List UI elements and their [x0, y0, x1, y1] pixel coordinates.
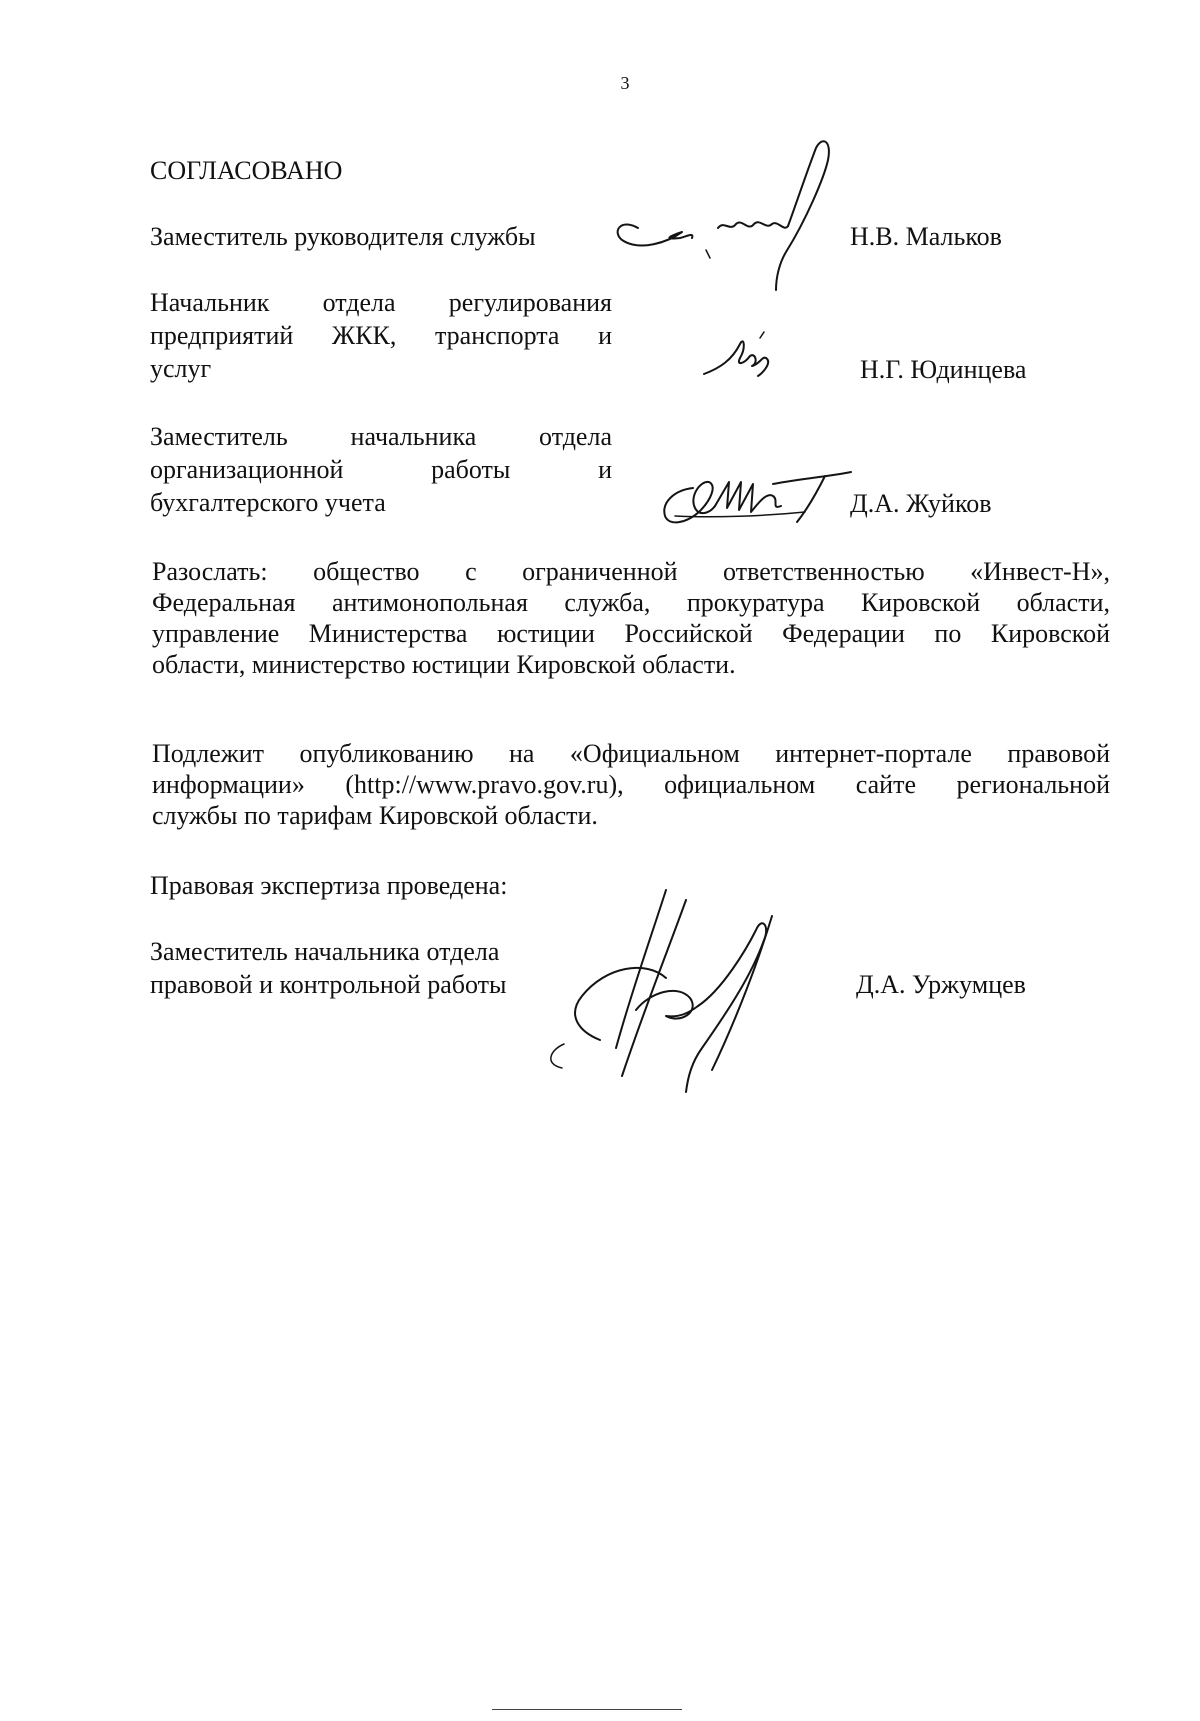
publication-line-1: Подлежит опубликованию на «Официальном интернет-портале правовой: [152, 739, 1110, 768]
signature-yudintseva: [700, 330, 790, 390]
signature-urzhumtsev: [540, 880, 860, 1100]
approval-heading: СОГЛАСОВАНО: [150, 156, 343, 185]
signatory-3-position-line-1: Заместитель начальника отдела: [150, 422, 612, 451]
publication-line-3: службы по тарифам Кировской области.: [152, 801, 598, 830]
legal-review-statement: Правовая экспертиза проведена:: [150, 871, 508, 900]
signatory-1-name: Н.В. Мальков: [850, 222, 1002, 251]
publication-line-2: информации» (http://www.pravo.gov.ru), официальном сайте региональной: [152, 770, 1110, 799]
distribution-list: [152, 556, 1110, 680]
footer-rule: [492, 1709, 682, 1710]
legal-review-name: Д.А. Уржумцев: [856, 970, 1026, 999]
signature-zhuikov: [655, 462, 875, 542]
signatory-2-name: Н.Г. Юдинцева: [860, 355, 1027, 384]
publication-note: [152, 738, 1110, 831]
signatory-2-position-line-3: услуг: [150, 354, 212, 383]
signatory-2-position-line-1: Начальник отдела регулирования: [150, 288, 612, 317]
page-number: 3: [620, 73, 630, 93]
legal-review-position-line-1: Заместитель начальника отдела: [150, 937, 500, 966]
distribution-line-1: Разослать: общество с ограниченной ответственностью «Инвест-Н»,: [152, 557, 1110, 586]
signatory-2-position-line-2: предприятий ЖКК, транспорта и: [150, 321, 612, 350]
signature-malkov: [610, 140, 890, 300]
signatory-3-position-line-3: бухгалтерского учета: [150, 488, 386, 517]
signatory-3-position-line-2: организационной работы и: [150, 455, 612, 484]
signatory-1-position: Заместитель руководителя службы: [150, 222, 536, 251]
signatory-3-name: Д.А. Жуйков: [850, 489, 992, 518]
distribution-line-2: Федеральная антимонопольная служба, прокуратура Кировской области,: [152, 588, 1110, 617]
distribution-line-4: области, министерство юстиции Кировской области.: [152, 650, 736, 679]
legal-review-position-line-2: правовой и контрольной работы: [150, 970, 507, 999]
distribution-line-3: управление Министерства юстиции Российской Федерации по Кировской: [152, 619, 1110, 648]
